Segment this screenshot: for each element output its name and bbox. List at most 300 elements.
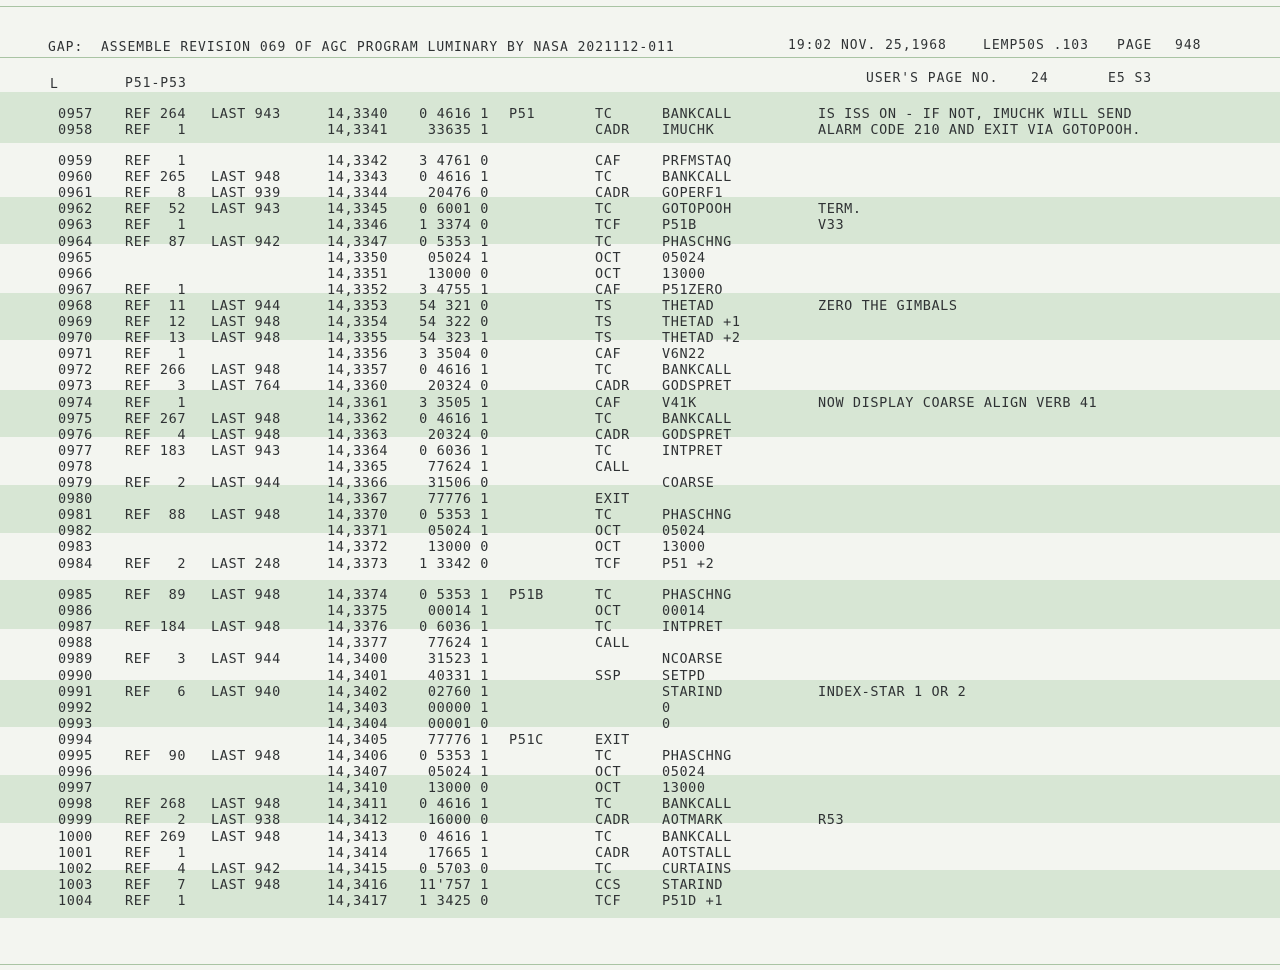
ref-count: REF 1: [125, 394, 187, 411]
octal-code: 0 5353 1: [419, 233, 489, 250]
line-number: 0978: [58, 458, 93, 475]
octal-code: 1 3374 0: [419, 217, 489, 234]
line-number: 0986: [58, 603, 93, 620]
opcode: TC: [595, 233, 613, 250]
operand: 13000: [662, 265, 706, 282]
last-ref: LAST 944: [211, 651, 281, 668]
user-page-label: USER'S PAGE NO.: [866, 71, 999, 86]
ref-count: REF 88: [125, 507, 187, 524]
user-page-number: 24: [1031, 71, 1049, 86]
address: 14,3347: [327, 233, 389, 250]
operand: BANKCALL: [662, 362, 732, 379]
opcode: OCT: [595, 780, 622, 797]
octal-code: 13000 0: [427, 539, 489, 556]
ref-count: REF 1: [125, 346, 187, 363]
operand: P51 +2: [662, 555, 715, 572]
address: 14,3351: [327, 265, 389, 282]
address: 14,3400: [327, 651, 389, 668]
ref-count: REF 183: [125, 442, 187, 459]
opcode: OCT: [595, 539, 622, 556]
octal-code: 3 4755 1: [419, 281, 489, 298]
line-number: 0981: [58, 507, 93, 524]
opcode: TC: [595, 828, 613, 845]
octal-code: 17665 1: [427, 844, 489, 861]
operand: P51B: [662, 217, 697, 234]
greenbar-stripe: [0, 293, 1280, 340]
ref-count: REF 4: [125, 860, 187, 877]
last-ref: LAST 943: [211, 442, 281, 459]
last-ref: LAST 948: [211, 362, 281, 379]
line-number: 0963: [58, 217, 93, 234]
last-ref: LAST 948: [211, 796, 281, 813]
line-number: 0965: [58, 249, 93, 266]
octal-code: 20476 0: [427, 185, 489, 202]
address: 14,3405: [327, 731, 389, 748]
operand: AOTMARK: [662, 812, 724, 829]
line-number: 0996: [58, 764, 93, 781]
opcode: EXIT: [595, 731, 630, 748]
address: 14,3414: [327, 844, 389, 861]
line-number: 1001: [58, 844, 93, 861]
listing-title: GAP: ASSEMBLE REVISION 069 OF AGC PROGRAM LUMINARY BY NASA 2021112-011: [48, 40, 675, 55]
address: 14,3407: [327, 764, 389, 781]
octal-code: 0 5703 0: [419, 860, 489, 877]
opcode: CADR: [595, 378, 630, 395]
operand: BANKCALL: [662, 828, 732, 845]
ref-count: REF 184: [125, 619, 187, 636]
address: 14,3355: [327, 330, 389, 347]
line-number: 0997: [58, 780, 93, 797]
operand: STARIND: [662, 683, 724, 700]
line-number: 0994: [58, 731, 93, 748]
greenbar-stripe: [0, 580, 1280, 629]
address: 14,3344: [327, 185, 389, 202]
octal-code: 31506 0: [427, 475, 489, 491]
address: 14,3346: [327, 217, 389, 234]
opcode: OCT: [595, 603, 622, 620]
opcode: CAF: [595, 394, 622, 411]
opcode: TS: [595, 314, 613, 330]
address: 14,3402: [327, 683, 389, 700]
opcode: CADR: [595, 844, 630, 861]
opcode: TC: [595, 619, 613, 636]
comment: V33: [818, 217, 845, 234]
operand: 13000: [662, 539, 706, 556]
operand: INTPRET: [662, 442, 724, 459]
ref-count: REF 52: [125, 201, 187, 218]
octal-code: 0 5353 1: [419, 507, 489, 524]
octal-code: 40331 1: [427, 667, 489, 684]
line-number: 0958: [58, 122, 93, 139]
operand: IMUCHK: [662, 122, 715, 139]
line-number: 1002: [58, 860, 93, 877]
address: 14,3373: [327, 555, 389, 572]
last-ref: LAST 944: [211, 297, 281, 314]
opcode: CAF: [595, 346, 622, 363]
greenbar-stripe: [0, 197, 1280, 244]
octal-code: 00014 1: [427, 603, 489, 620]
comment: ZERO THE GIMBALS: [818, 297, 958, 314]
ref-count: REF 3: [125, 378, 187, 395]
octal-code: 05024 1: [427, 764, 489, 781]
last-ref: LAST 938: [211, 812, 281, 829]
operand: 05024: [662, 249, 706, 266]
address: 14,3413: [327, 828, 389, 845]
opcode: CCS: [595, 876, 622, 893]
address: 14,3362: [327, 410, 389, 427]
opcode: CAF: [595, 153, 622, 169]
ref-count: REF 2: [125, 475, 187, 491]
last-ref: LAST 948: [211, 330, 281, 347]
address: 14,3375: [327, 603, 389, 620]
operand: AOTSTALL: [662, 844, 732, 861]
operand: 0: [662, 699, 671, 716]
line-number: 0972: [58, 362, 93, 379]
opcode: TC: [595, 201, 613, 218]
address: 14,3367: [327, 491, 389, 508]
operand: STARIND: [662, 876, 724, 893]
address: 14,3340: [327, 106, 389, 122]
operand: THETAD +1: [662, 314, 741, 330]
greenbar-stripe: [0, 775, 1280, 823]
section-letter: L: [50, 77, 59, 92]
line-number: 0969: [58, 314, 93, 330]
opcode: TS: [595, 330, 613, 347]
line-number: 0980: [58, 491, 93, 508]
address: 14,3376: [327, 619, 389, 636]
operand: PHASCHNG: [662, 507, 732, 524]
comment: IS ISS ON - IF NOT, IMUCHK WILL SEND: [818, 106, 1133, 122]
operand: GOTOPOOH: [662, 201, 732, 218]
comment: NOW DISPLAY COARSE ALIGN VERB 41: [818, 394, 1098, 411]
address: 14,3377: [327, 635, 389, 652]
ref-count: REF 7: [125, 876, 187, 893]
line-number: 0979: [58, 475, 93, 491]
last-ref: LAST 248: [211, 555, 281, 572]
address: 14,3403: [327, 699, 389, 716]
address: 14,3374: [327, 587, 389, 603]
paper-rule: [0, 6, 1280, 7]
ref-count: REF 1: [125, 153, 187, 169]
operand: CURTAINS: [662, 860, 732, 877]
last-ref: LAST 939: [211, 185, 281, 202]
greenbar-stripe: [0, 485, 1280, 533]
comment: R53: [818, 812, 845, 829]
line-number: 0975: [58, 410, 93, 427]
line-number: 0991: [58, 683, 93, 700]
section-range: P51-P53: [125, 76, 187, 91]
ref-count: REF 8: [125, 185, 187, 202]
last-ref: LAST 940: [211, 683, 281, 700]
opcode: OCT: [595, 249, 622, 266]
operand: SETPD: [662, 667, 706, 684]
address: 14,3411: [327, 796, 389, 813]
operand: 05024: [662, 523, 706, 540]
line-number: 0990: [58, 667, 93, 684]
line-number: 0974: [58, 394, 93, 411]
address: 14,3345: [327, 201, 389, 218]
octal-code: 3 4761 0: [419, 153, 489, 169]
opcode: CAF: [595, 281, 622, 298]
address: 14,3412: [327, 812, 389, 829]
octal-code: 16000 0: [427, 812, 489, 829]
line-number: 0982: [58, 523, 93, 540]
address: 14,3416: [327, 876, 389, 893]
opcode: CALL: [595, 635, 630, 652]
opcode: CADR: [595, 426, 630, 443]
page-number: 948: [1175, 38, 1202, 53]
greenbar-stripe: [0, 870, 1280, 918]
address: 14,3356: [327, 346, 389, 363]
opcode: OCT: [595, 764, 622, 781]
opcode: TCF: [595, 555, 622, 572]
comment: TERM.: [818, 201, 862, 218]
operand: 0: [662, 715, 671, 732]
octal-code: 3 3504 0: [419, 346, 489, 363]
line-number: 0976: [58, 426, 93, 443]
opcode: OCT: [595, 523, 622, 540]
octal-code: 05024 1: [427, 249, 489, 266]
ref-count: REF 268: [125, 796, 187, 813]
line-number: 0977: [58, 442, 93, 459]
label: P51: [509, 106, 536, 122]
octal-code: 00001 0: [427, 715, 489, 732]
ref-count: REF 12: [125, 314, 187, 330]
octal-code: 54 322 0: [419, 314, 489, 330]
octal-code: 0 4616 1: [419, 362, 489, 379]
address: 14,3360: [327, 378, 389, 395]
octal-code: 77624 1: [427, 635, 489, 652]
operand: BANKCALL: [662, 796, 732, 813]
octal-code: 0 6001 0: [419, 201, 489, 218]
line-number: 1000: [58, 828, 93, 845]
ref-count: REF 1: [125, 122, 187, 139]
comment: INDEX-STAR 1 OR 2: [818, 683, 967, 700]
ref-count: REF 4: [125, 426, 187, 443]
line-number: 0973: [58, 378, 93, 395]
line-number: 0987: [58, 619, 93, 636]
line-number: 0998: [58, 796, 93, 813]
octal-code: 31523 1: [427, 651, 489, 668]
line-number: 0960: [58, 169, 93, 186]
operand: V6N22: [662, 346, 706, 363]
octal-code: 02760 1: [427, 683, 489, 700]
last-ref: LAST 948: [211, 169, 281, 186]
octal-code: 11'757 1: [419, 876, 489, 893]
address: 14,3343: [327, 169, 389, 186]
line-number: 0985: [58, 587, 93, 603]
line-number: 0957: [58, 106, 93, 122]
operand: 13000: [662, 780, 706, 797]
octal-code: 54 321 0: [419, 297, 489, 314]
operand: PHASCHNG: [662, 587, 732, 603]
operand: GOPERF1: [662, 185, 724, 202]
ref-count: REF 89: [125, 587, 187, 603]
octal-code: 0 5353 1: [419, 748, 489, 764]
octal-code: 3 3505 1: [419, 394, 489, 411]
octal-code: 0 4616 1: [419, 796, 489, 813]
octal-code: 0 6036 1: [419, 619, 489, 636]
last-ref: LAST 943: [211, 106, 281, 122]
address: 14,3404: [327, 715, 389, 732]
ref-count: REF 1: [125, 892, 187, 909]
line-number: 0988: [58, 635, 93, 652]
line-number: 0966: [58, 265, 93, 282]
operand: PRFMSTAQ: [662, 153, 732, 169]
line-number: 0984: [58, 555, 93, 572]
address: 14,3401: [327, 667, 389, 684]
line-number: 0993: [58, 715, 93, 732]
opcode: TCF: [595, 892, 622, 909]
last-ref: LAST 948: [211, 828, 281, 845]
octal-code: 1 3342 0: [419, 555, 489, 572]
line-number: 0961: [58, 185, 93, 202]
page-label: PAGE: [1117, 38, 1153, 53]
ref-count: REF 267: [125, 410, 187, 427]
opcode: CADR: [595, 122, 630, 139]
operand: GODSPRET: [662, 378, 732, 395]
ref-count: REF 1: [125, 844, 187, 861]
opcode: TC: [595, 442, 613, 459]
opcode: CALL: [595, 458, 630, 475]
address: 14,3415: [327, 860, 389, 877]
listing-code: E5 S3: [1108, 71, 1153, 86]
last-ref: LAST 944: [211, 475, 281, 491]
operand: BANKCALL: [662, 169, 732, 186]
operand: BANKCALL: [662, 106, 732, 122]
last-ref: LAST 948: [211, 748, 281, 764]
octal-code: 0 4616 1: [419, 410, 489, 427]
operand: THETAD +2: [662, 330, 741, 347]
octal-code: 0 4616 1: [419, 169, 489, 186]
address: 14,3361: [327, 394, 389, 411]
opcode: OCT: [595, 265, 622, 282]
line-number: 1004: [58, 892, 93, 909]
octal-code: 00000 1: [427, 699, 489, 716]
line-number: 0967: [58, 281, 93, 298]
address: 14,3417: [327, 892, 389, 909]
octal-code: 05024 1: [427, 523, 489, 540]
address: 14,3365: [327, 458, 389, 475]
opcode: TC: [595, 410, 613, 427]
address: 14,3354: [327, 314, 389, 330]
opcode: TC: [595, 860, 613, 877]
operand: BANKCALL: [662, 410, 732, 427]
address: 14,3342: [327, 153, 389, 169]
address: 14,3350: [327, 249, 389, 266]
octal-code: 77776 1: [427, 491, 489, 508]
operand: INTPRET: [662, 619, 724, 636]
opcode: CADR: [595, 812, 630, 829]
opcode: TC: [595, 106, 613, 122]
last-ref: LAST 942: [211, 860, 281, 877]
opcode: TCF: [595, 217, 622, 234]
operand: P51ZERO: [662, 281, 724, 298]
line-number: 0970: [58, 330, 93, 347]
last-ref: LAST 942: [211, 233, 281, 250]
operand: 00014: [662, 603, 706, 620]
operand: PHASCHNG: [662, 748, 732, 764]
operand: PHASCHNG: [662, 233, 732, 250]
opcode: TS: [595, 297, 613, 314]
line-number: 0971: [58, 346, 93, 363]
paper-rule: [0, 964, 1280, 965]
ref-count: REF 2: [125, 812, 187, 829]
opcode: TC: [595, 507, 613, 524]
octal-code: 13000 0: [427, 265, 489, 282]
address: 14,3357: [327, 362, 389, 379]
octal-code: 0 5353 1: [419, 587, 489, 603]
address: 14,3364: [327, 442, 389, 459]
last-ref: LAST 764: [211, 378, 281, 395]
opcode: TC: [595, 587, 613, 603]
last-ref: LAST 948: [211, 410, 281, 427]
address: 14,3341: [327, 122, 389, 139]
opcode: TC: [595, 796, 613, 813]
log-name: LEMP50S .103: [983, 38, 1089, 53]
octal-code: 1 3425 0: [419, 892, 489, 909]
line-number: 1003: [58, 876, 93, 893]
octal-code: 20324 0: [427, 378, 489, 395]
print-timestamp: 19:02 NOV. 25,1968: [788, 38, 947, 53]
octal-code: 77624 1: [427, 458, 489, 475]
greenbar-stripe: [0, 680, 1280, 727]
ref-count: REF 264: [125, 106, 187, 122]
octal-code: 0 4616 1: [419, 106, 489, 122]
ref-count: REF 2: [125, 555, 187, 572]
line-number: 0992: [58, 699, 93, 716]
address: 14,3372: [327, 539, 389, 556]
octal-code: 54 323 1: [419, 330, 489, 347]
line-number: 0964: [58, 233, 93, 250]
ref-count: REF 3: [125, 651, 187, 668]
address: 14,3406: [327, 748, 389, 764]
line-number: 0983: [58, 539, 93, 556]
operand: V41K: [662, 394, 697, 411]
last-ref: LAST 948: [211, 426, 281, 443]
octal-code: 20324 0: [427, 426, 489, 443]
address: 14,3370: [327, 507, 389, 524]
operand: 05024: [662, 764, 706, 781]
ref-count: REF 266: [125, 362, 187, 379]
address: 14,3353: [327, 297, 389, 314]
address: 14,3371: [327, 523, 389, 540]
opcode: TC: [595, 748, 613, 764]
last-ref: LAST 948: [211, 619, 281, 636]
opcode: SSP: [595, 667, 622, 684]
last-ref: LAST 948: [211, 876, 281, 893]
octal-code: 77776 1: [427, 731, 489, 748]
octal-code: 0 6036 1: [419, 442, 489, 459]
address: 14,3366: [327, 475, 389, 491]
ref-count: REF 11: [125, 297, 187, 314]
ref-count: REF 13: [125, 330, 187, 347]
label: P51C: [509, 731, 544, 748]
ref-count: REF 90: [125, 748, 187, 764]
opcode: TC: [595, 169, 613, 186]
address: 14,3363: [327, 426, 389, 443]
line-number: 0962: [58, 201, 93, 218]
operand: NCOARSE: [662, 651, 724, 668]
address: 14,3410: [327, 780, 389, 797]
paper-rule: [0, 57, 1280, 58]
operand: COARSE: [662, 475, 715, 491]
last-ref: LAST 948: [211, 587, 281, 603]
ref-count: REF 265: [125, 169, 187, 186]
octal-code: 33635 1: [427, 122, 489, 139]
line-number: 0959: [58, 153, 93, 169]
last-ref: LAST 948: [211, 507, 281, 524]
